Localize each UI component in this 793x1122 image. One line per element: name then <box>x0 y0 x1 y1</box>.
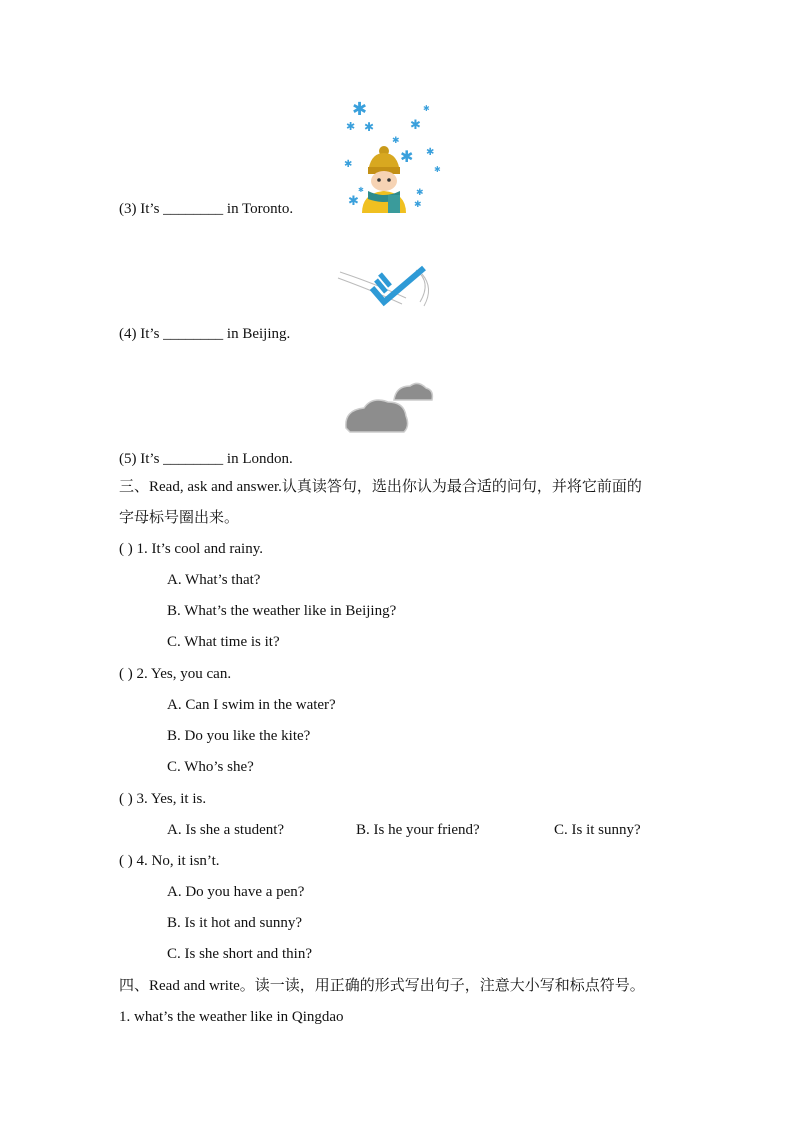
question-option: B. Do you like the kite? <box>167 728 311 744</box>
svg-text:✱: ✱ <box>426 147 435 158</box>
weather-item-london: (5) It’s ________ in London. <box>119 451 293 467</box>
question-stem: ( ) 4. No, it isn’t. <box>119 853 220 869</box>
weather-item-beijing: (4) It’s ________ in Beijing. <box>119 326 291 342</box>
cloudy-icon <box>342 378 437 436</box>
svg-text:✱: ✱ <box>352 99 368 120</box>
question-option: A. Is she a student? <box>167 822 285 838</box>
svg-text:✱: ✱ <box>392 136 400 146</box>
svg-text:✱: ✱ <box>423 104 430 113</box>
svg-text:✱: ✱ <box>410 118 421 133</box>
snowy-boy-icon <box>338 95 443 215</box>
section3-title: 三、Read, ask and answer.认真读答句，选出你认为最合适的问句，并将它前面的 <box>119 479 642 495</box>
question-option: A. Can I swim in the water? <box>167 697 336 713</box>
question-stem: ( ) 2. Yes, you can. <box>119 666 232 682</box>
svg-text:✱: ✱ <box>358 186 364 194</box>
question-option: C. Is it sunny? <box>554 822 641 838</box>
svg-text:✱: ✱ <box>400 147 414 166</box>
question-option: C. Who’s she? <box>167 759 254 775</box>
question-option: B. What’s the weather like in Beijing? <box>167 603 397 619</box>
svg-text:✱: ✱ <box>364 120 375 134</box>
question-stem: ( ) 1. It’s cool and rainy. <box>119 541 263 557</box>
section3-title-cont: 字母标号圈出来。 <box>119 510 240 526</box>
windy-icon <box>336 262 436 310</box>
question-option: A. Do you have a pen? <box>167 884 305 900</box>
question-option: A. What’s that? <box>167 572 261 588</box>
svg-text:✱: ✱ <box>348 194 359 209</box>
svg-text:✱: ✱ <box>414 200 422 210</box>
section4-item: 1. what’s the weather like in Qingdao <box>119 1009 344 1025</box>
svg-text:✱: ✱ <box>346 120 356 133</box>
svg-text:✱: ✱ <box>434 165 441 174</box>
question-stem: ( ) 3. Yes, it is. <box>119 791 207 807</box>
section4-title: 四、Read and write。读一读，用正确的形式写出句子，注意大小写和标点符号。 <box>119 978 645 994</box>
weather-item-toronto: (3) It’s ________ in Toronto. <box>119 201 294 217</box>
svg-text:✱: ✱ <box>344 159 353 170</box>
question-option: B. Is he your friend? <box>356 822 480 838</box>
question-option: C. What time is it? <box>167 634 280 650</box>
svg-text:✱: ✱ <box>416 188 424 198</box>
question-option: B. Is it hot and sunny? <box>167 915 302 931</box>
question-option: C. Is she short and thin? <box>167 946 312 962</box>
